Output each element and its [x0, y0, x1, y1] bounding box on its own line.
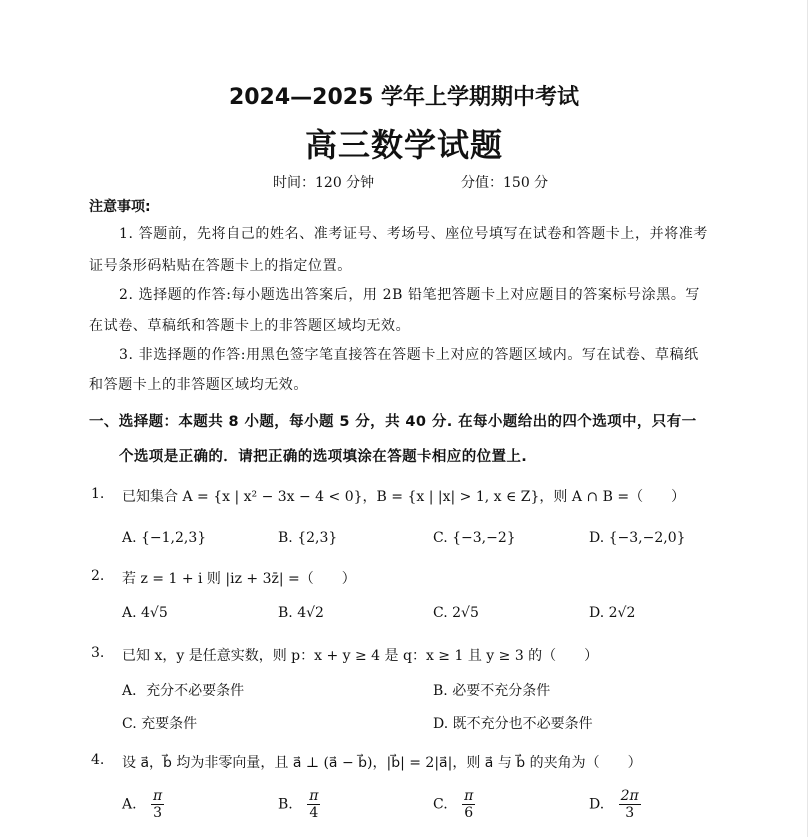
- q4-option-b: [278, 788, 320, 821]
- q3-number: 3.: [91, 645, 105, 661]
- q4-option-c: [433, 788, 475, 821]
- q4-option-a-denominator: 3: [153, 805, 163, 821]
- q4-option-b-denominator: 4: [309, 805, 319, 821]
- section-1-line-1: 一、选择题：本题共 8 小题，每小题 5 分，共 40 分. 在每小题给出的四个选项中，只有一: [89, 414, 697, 430]
- q2-number: 2.: [91, 568, 105, 584]
- q1-option-b: B. {2,3}: [278, 530, 338, 546]
- note-1-line-2: 证号条形码粘贴在答题卡上的指定位置。: [89, 258, 352, 274]
- note-2-line-1: 2. 选择题的作答:每小题选出答案后，用 2B 铅笔把答题卡上对应题目的答案标号涂黑。写: [119, 287, 701, 303]
- q4-option-d-label: D.: [589, 796, 605, 813]
- q4-option-d: [589, 788, 641, 821]
- q3-option-c: C. 充要条件: [122, 716, 198, 732]
- exam-score: 分值：150 分: [461, 175, 549, 191]
- q1-number: 1.: [91, 486, 105, 502]
- exam-time: 时间：120 分钟: [273, 175, 375, 191]
- q4-option-a-numerator: π: [153, 788, 163, 804]
- q4-option-d-fraction: [619, 788, 641, 821]
- exam-title: 2024—2025 学年上学期期中考试: [228, 85, 580, 110]
- q3-option-d: D. 既不充分也不必要条件: [433, 716, 593, 732]
- q4-option-c-numerator: π: [464, 788, 474, 804]
- q4-option-d-numerator: 2π: [620, 788, 639, 804]
- q4-option-a-fraction: [151, 788, 164, 821]
- q3-option-a: A．充分不必要条件: [122, 683, 245, 699]
- q3-option-b: B. 必要不充分条件: [433, 683, 551, 699]
- q1-stem: 已知集合 A = {x | x² − 3x − 4 < 0}，B = {x | |x| > 1, x ∈ Z}，则 A ∩ B =（ ）: [122, 489, 686, 505]
- q2-stem: 若 z = 1 + i 则 |iz + 3z̄| =（ ）: [122, 571, 356, 587]
- section-1-line-2: 个选项是正确的．请把正确的选项填涂在答题卡相应的位置上.: [119, 449, 528, 465]
- q4-option-b-numerator: π: [309, 788, 319, 804]
- q4-number: 4.: [91, 752, 105, 768]
- subject-title: 高三数学试题: [304, 126, 503, 164]
- note-1-line-1: 1. 答题前，先将自己的姓名、准考证号、考场号、座位号填写在试卷和答题卡上，并将准考: [119, 226, 709, 242]
- q4-option-a: [122, 788, 164, 821]
- q2-option-b: B. 4√2: [278, 605, 324, 621]
- q4-option-d-denominator: 3: [625, 805, 635, 821]
- q4-option-c-fraction: [462, 788, 475, 821]
- q4-option-c-denominator: 6: [464, 805, 474, 821]
- q4-option-a-label: A.: [122, 796, 137, 813]
- q3-stem: 已知 x，y 是任意实数，则 p：x + y ≥ 4 是 q：x ≥ 1 且 y ≥ 3 的（ ）: [122, 648, 599, 664]
- notes-heading: 注意事项:: [89, 199, 151, 215]
- q2-option-a: A. 4√5: [122, 605, 168, 621]
- q2-option-c: C. 2√5: [433, 605, 479, 621]
- q2-option-d: D. 2√2: [589, 605, 636, 621]
- q1-option-c: C. {−3,−2}: [433, 530, 516, 546]
- q4-option-b-fraction: [307, 788, 320, 821]
- q4-stem: 设 a⃗，b⃗ 均为非零向量，且 a⃗ ⊥ (a⃗ − b⃗)，|b⃗| = 2|a⃗|，则 a⃗ 与 b⃗ 的夹角为（ ）: [122, 755, 642, 771]
- note-3-line-1: 3. 非选择题的作答:用黑色签字笔直接答在答题卡上对应的答题区域内。写在试卷、草稿纸: [119, 347, 699, 363]
- note-3-line-2: 和答题卡上的非答题区域均无效。: [89, 377, 308, 393]
- q1-option-d: D. {−3,−2,0}: [589, 530, 686, 546]
- q4-option-b-label: B.: [278, 796, 293, 813]
- q1-option-a: A. {−1,2,3}: [122, 530, 207, 546]
- note-2-line-2: 在试卷、草稿纸和答题卡上的非答题区域均无效。: [89, 318, 411, 334]
- q4-option-c-label: C.: [433, 796, 448, 813]
